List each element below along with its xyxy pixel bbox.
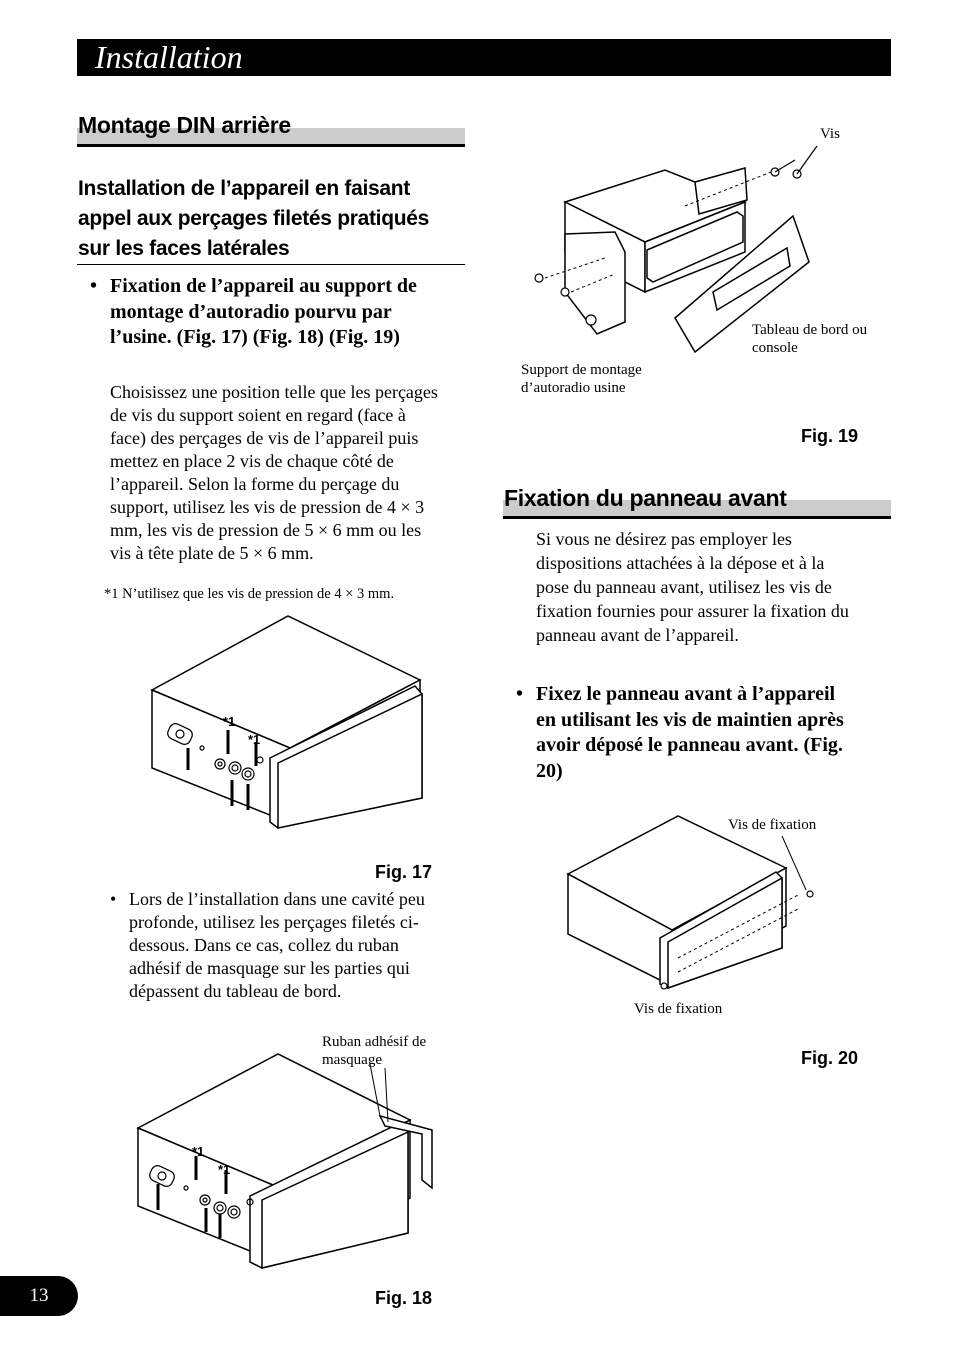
bullet1-title: Fixation de l’appareil au support de montage d’autoradio pourvu par l’usine. (Fig. 17) (Fig. 18) (Fig. 19) bbox=[110, 275, 417, 348]
fixation-intro: Si vous ne désirez pas employer les dispositions attachées à la dépose et à la pose du panneau avant, utilisez les vis de fixation fournies pour assurer la fixation du panneau avant de l’appareil. bbox=[536, 529, 849, 645]
fig20-label: Fig. 20 bbox=[801, 1048, 859, 1068]
fig18-label: Fig. 18 bbox=[375, 1288, 433, 1308]
section-title-montage: Montage DIN arrière bbox=[78, 112, 291, 138]
fig17-marker-2: *1 bbox=[248, 732, 261, 747]
bullet2-body: Lors de l’installation dans une cavité peu profonde, utilisez les perçages filetés ci-dessous. Dans ce cas, collez du ruban adhésif de masquage sur les parties qui dépassent du tableau de bord. bbox=[129, 889, 425, 1001]
fixation-bullet-title: Fixez le panneau avant à l’appareil en utilisant les vis de maintien après avoir déposé le panneau avant. (Fig. 20) bbox=[536, 683, 844, 782]
fig19-label: Fig. 19 bbox=[801, 426, 859, 446]
fig19-vis-label: Vis bbox=[820, 126, 840, 142]
fig18-illustration bbox=[130, 1048, 440, 1270]
fig18-callout: Ruban adhésif de masquage bbox=[322, 1034, 427, 1068]
subsection-divider bbox=[77, 264, 465, 265]
fig19-support-label: Support de montage d’autoradio usine bbox=[521, 362, 642, 396]
subsection-title: Installation de l’appareil en faisant appel aux perçages filetés pratiqués sur les faces latérales bbox=[78, 177, 430, 260]
fig17-marker-1: *1 bbox=[223, 714, 236, 729]
fig20-vis-bottom-label: Vis de fixation bbox=[634, 1001, 723, 1017]
section-title-fixation: Fixation du panneau avant bbox=[504, 485, 787, 511]
fig18-marker-1: *1 bbox=[192, 1144, 205, 1159]
fig17-illustration bbox=[140, 608, 440, 838]
fig19-tableau-label: Tableau de bord ou console bbox=[752, 322, 868, 356]
bullet-dot: • bbox=[110, 889, 117, 909]
section-title-underline bbox=[77, 144, 465, 147]
bullet1-body: Choisissez une position telle que les perçages de vis du support soient en regard (face à face) des perçages de vis de l’appareil puis mettez en place 2 vis de chaque côté de l’appareil. Selon la forme du perçage du support, utilisez les vis de pression de 4 × 3 mm, les vis de pression de 5 × 6 mm ou les vis à tête plate de 5 × 6 mm. bbox=[110, 382, 438, 563]
bullet-dot: • bbox=[90, 275, 98, 297]
section-title-underline bbox=[503, 516, 891, 519]
footnote: *1 N’utilisez que les vis de pression de 4 × 3 mm. bbox=[104, 586, 395, 602]
fig18-marker-2: *1 bbox=[218, 1162, 231, 1177]
page-number: 13 bbox=[0, 1276, 78, 1316]
fig17-label: Fig. 17 bbox=[375, 862, 433, 882]
bullet-dot: • bbox=[516, 683, 524, 705]
fig20-illustration bbox=[560, 808, 830, 998]
fig20-vis-top-label: Vis de fixation bbox=[728, 817, 817, 833]
page-header-banner: Installation bbox=[77, 39, 891, 76]
